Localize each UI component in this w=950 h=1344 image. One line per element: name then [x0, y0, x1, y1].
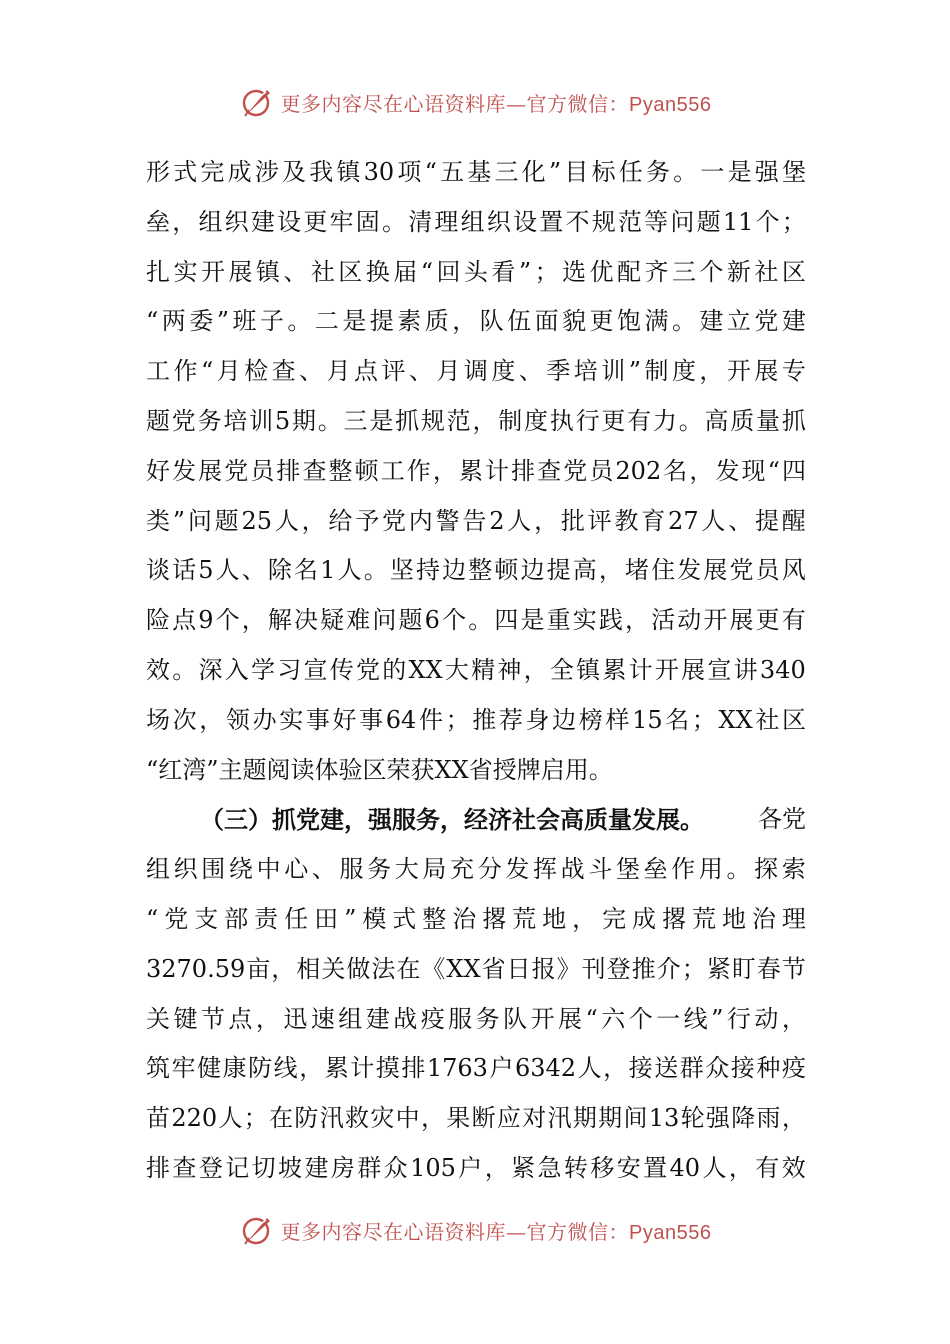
- text-line: 组 织 围 绕 中 心 、 服 务 大 局 充 分 发 挥 战 斗 堡 垒 作 用 。 探 索: [146, 855, 806, 884]
- section-heading-line: [146, 795, 806, 845]
- text-line: 工 作 “ 月 检 查 、 月 点 评 、 月 调 度 、 季 培 训 ” 制 度 ， 开 展 专: [146, 357, 806, 386]
- text-line: 类 ” 问 题 25 人 ， 给 予 党 内 警 告 2 人 ， 批 评 教 育 27 人 、 提 醒: [146, 506, 806, 535]
- text-line: “ 党 支 部 责 任 田 ” 模 式 整 治 撂 荒 地 ， 完 成 撂 荒 地 治 理: [146, 904, 806, 933]
- footer-banner-handle: Pyan556: [629, 1221, 712, 1244]
- header-banner-text: 更多内容尽在心语资料库—官方微信：Pyan556: [280, 91, 712, 116]
- quill-logo-icon: [239, 84, 275, 120]
- text-line: 场 次 ， 领 办 实 事 好 事 64 件 ； 推 荐 身 边 榜 样 15 名 ； XX 社 区: [146, 705, 806, 734]
- text-line: 谈 话 5 人 、 除 名 1 人 。 坚 持 边 整 顿 边 提 高 ， 堵 住 发 展 党 员 风: [146, 556, 806, 585]
- section-paragraph: [146, 845, 806, 1194]
- text-line: 排 查 登 记 切 坡 建 房 群 众 105 户 ， 紧 急 转 移 安 置 40 人 ， 有 效: [146, 1153, 806, 1182]
- text-line: 扎 实 开 展 镇 、 社 区 换 届 “ 回 头 看 ” ； 选 优 配 齐 三 个 新 社 区: [146, 257, 806, 286]
- header-banner: [0, 82, 950, 122]
- text-line: 3270.59 亩 ， 相 关 做 法 在 《 XX 省 日 报 》 刊 登 推 介 ； 紧 盯 春 节: [146, 954, 806, 983]
- body-paragraph: [146, 148, 806, 795]
- section-heading: （三）抓党建，强服务，经济社会高质量发展。: [200, 805, 704, 835]
- footer-banner: [0, 1210, 950, 1250]
- footer-banner-text: 更多内容尽在心语资料库—官方微信：Pyan556: [280, 1219, 712, 1244]
- header-banner-handle: Pyan556: [629, 93, 712, 116]
- text-line: 关 键 节 点 ， 迅 速 组 建 战 疫 服 务 队 开 展 “ 六 个 一 线 ” 行 动 ，: [146, 1004, 806, 1033]
- text-line: 好 发 展 党 员 排 查 整 顿 工 作 ， 累 计 排 查 党 员 202 名 ， 发 现 “ 四: [146, 456, 806, 485]
- text-line: 垒 ， 组 织 建 设 更 牢 固 。 清 理 组 织 设 置 不 规 范 等 问 题 11 个 ；: [146, 207, 806, 236]
- text-line: 效 。 深 入 学 习 宣 传 党 的 XX 大 精 神 ， 全 镇 累 计 开 展 宣 讲 340: [146, 655, 806, 684]
- text-line: 形 式 完 成 涉 及 我 镇 30 项 “ 五 基 三 化 ” 目 标 任 务 。 一 是 强 堡: [146, 158, 806, 186]
- text-line: 筑 牢 健 康 防 线 ， 累 计 摸 排 1763 户 6342 人 ， 接 送 群 众 接 种 疫: [146, 1054, 806, 1083]
- text-line: 题 党 务 培 训 5 期 。 三 是 抓 规 范 ， 制 度 执 行 更 有 力 。 高 质 量 抓: [146, 406, 806, 435]
- text-line: “ 两 委 ” 班 子 。 二 是 提 素 质 ， 队 伍 面 貌 更 饱 满 。 建 立 党 建: [146, 307, 806, 336]
- document-body: [146, 148, 806, 1194]
- text-line: “红湾”主题阅读体验区荣获XX省授牌启用。: [146, 755, 613, 784]
- text-line: 险 点 9 个 ， 解 决 疑 难 问 题 6 个 。 四 是 重 实 践 ， 活 动 开 展 更 有: [146, 606, 806, 635]
- text-line: 苗 220 人 ； 在 防 汛 救 灾 中 ， 果 断 应 对 汛 期 期 间 13 轮 强 降 雨 ，: [146, 1104, 806, 1133]
- section-heading-rest: 各党: [758, 805, 806, 834]
- quill-logo-icon: [239, 1212, 275, 1248]
